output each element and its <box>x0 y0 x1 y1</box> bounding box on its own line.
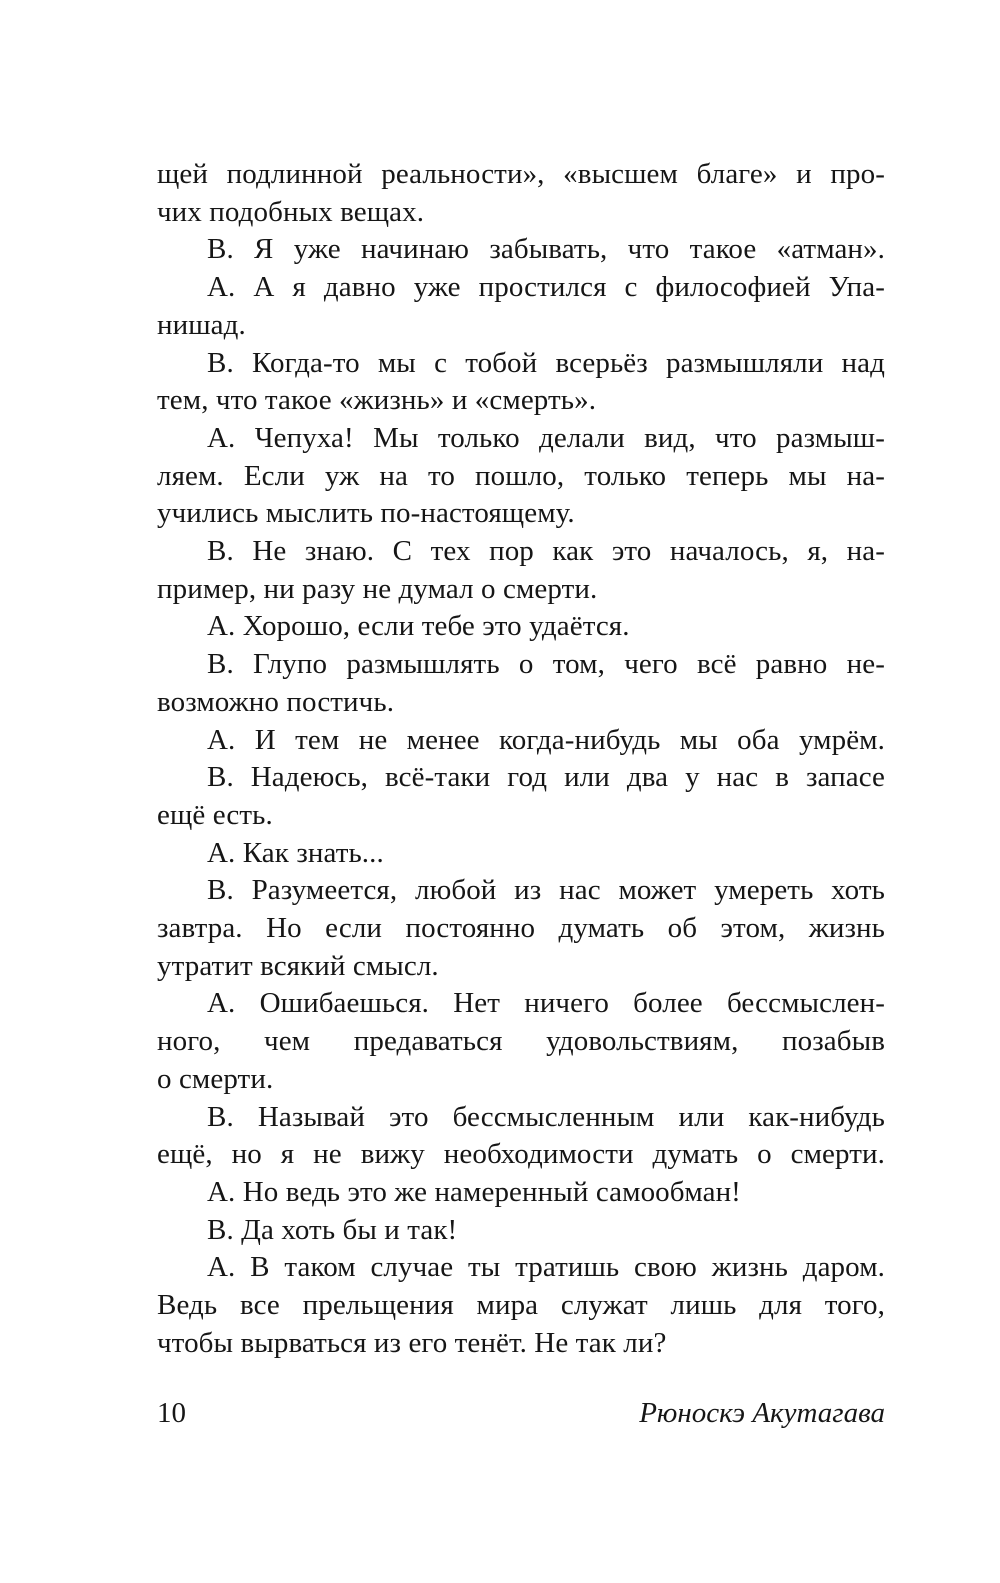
paragraph <box>157 608 885 646</box>
paragraph <box>157 722 885 760</box>
text-line: ного, чем предаваться удовольствиям, позабыв <box>157 1025 885 1058</box>
text-line: пример, ни разу не думал о смерти. <box>157 572 598 605</box>
text-line: В. Я уже начинаю забывать, что такое «атман». <box>207 233 885 266</box>
text-line: А. В таком случае ты тратишь свою жизнь даром. <box>207 1251 885 1284</box>
paragraph <box>157 231 885 269</box>
text-line: чтобы вырваться из его тенёт. Не так ли? <box>157 1326 667 1359</box>
text-line: чих подобных вещах. <box>157 195 425 228</box>
text-line: А. А я давно уже простился с философией Упа- <box>207 271 885 304</box>
paragraph <box>157 1174 885 1212</box>
text-line: ещё есть. <box>157 798 273 831</box>
paragraph <box>157 646 885 721</box>
text-line: возможно постичь. <box>157 685 395 718</box>
text-line: ещё, но я не вижу необходимости думать о смерти. <box>157 1138 885 1171</box>
text-line: В. Надеюсь, всё-таки год или два у нас в запасе <box>207 761 885 794</box>
running-title-author: Рюноскэ Акутагава <box>639 1397 885 1429</box>
text-line: о смерти. <box>157 1062 274 1095</box>
paragraph <box>157 759 885 834</box>
page-footer <box>157 1394 885 1432</box>
paragraph <box>157 1099 885 1174</box>
paragraph <box>157 985 885 1098</box>
text-line: учились мыслить по-настоящему. <box>157 497 575 530</box>
paragraph <box>157 1249 885 1362</box>
text-line: утратит всякий смысл. <box>157 949 439 982</box>
text-line: А. Но ведь это же намеренный самообман! <box>207 1175 741 1208</box>
text-line: В. Когда-то мы с тобой всерьёз размышляли над <box>207 346 885 379</box>
text-line: А. Чепуха! Мы только делали вид, что размыш- <box>207 421 885 454</box>
page-body <box>157 156 885 1363</box>
text-line: щей подлинной реальности», «высшем благе» и про- <box>157 158 885 190</box>
text-line: Ведь все прельщения мира служат лишь для того, <box>157 1289 885 1322</box>
text-line: В. Да хоть бы и так! <box>207 1213 458 1246</box>
paragraph <box>157 420 885 533</box>
paragraph <box>157 345 885 420</box>
text-line: завтра. Но если постоянно думать об этом, жизнь <box>157 912 885 945</box>
paragraph <box>157 533 885 608</box>
text-line: А. Как знать... <box>207 836 384 869</box>
paragraph <box>157 835 885 873</box>
text-line: В. Не знаю. С тех пор как это началось, я, на- <box>207 535 885 568</box>
paragraph <box>157 872 885 985</box>
paragraph <box>157 269 885 344</box>
text-line: А. Ошибаешься. Нет ничего более бессмыслен- <box>207 987 885 1020</box>
text-line: тем, что такое «жизнь» и «смерть». <box>157 384 597 417</box>
text-line: В. Глупо размышлять о том, чего всё равно не- <box>207 648 885 681</box>
text-line: А. Хорошо, если тебе это удаётся. <box>207 610 630 643</box>
text-line: В. Называй это бессмысленным или как-нибудь <box>207 1100 885 1133</box>
text-line: нишад. <box>157 308 246 341</box>
text-line: В. Разумеется, любой из нас может умереть хоть <box>207 874 885 907</box>
text-line: А. И тем не менее когда-нибудь мы оба умрём. <box>207 723 885 756</box>
page-number: 10 <box>157 1397 186 1429</box>
text-line: ляем. Если уж на то пошло, только теперь мы на- <box>157 459 885 492</box>
paragraph <box>157 1212 885 1250</box>
paragraph <box>157 156 885 231</box>
